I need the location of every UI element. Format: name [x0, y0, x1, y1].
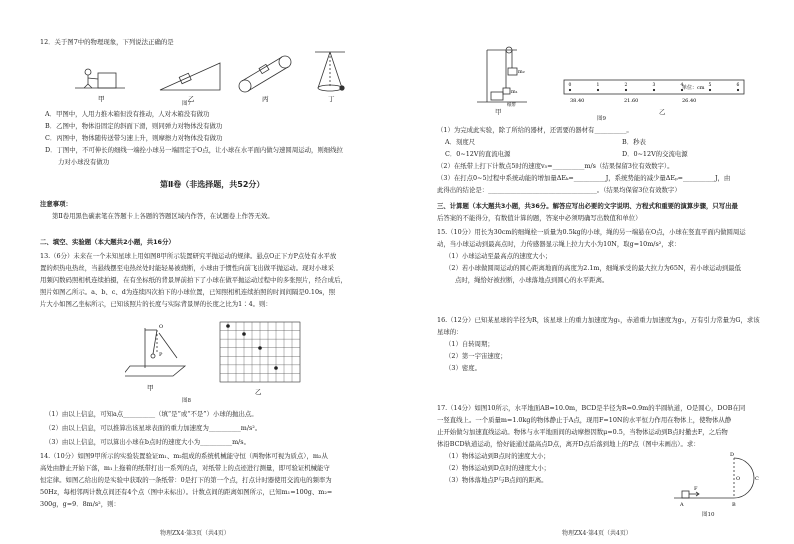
- tape-point-label: 0: [568, 83, 572, 88]
- fig10-label-a: A: [680, 502, 684, 508]
- figure-9-b: [562, 78, 747, 108]
- figure-10: [672, 450, 762, 510]
- fig9-label-a: 甲: [495, 108, 502, 116]
- q14-line-5: 300g，g=9．8m/s²，则：: [40, 500, 120, 508]
- fig7-caption: 图7: [182, 101, 191, 107]
- notes-text: 第Ⅱ卷用黑色碳素笔在答题卡上各题的答题区域内作答，在试题卷上作答无效。: [52, 212, 274, 220]
- q12-option-a: A．甲图中，人用力推木箱但没有推动，人对木箱没有做功: [45, 110, 210, 118]
- fig10-label-c: C: [755, 476, 759, 482]
- q15-line-3: （1）小球运动至最高点的速度大小；: [445, 252, 552, 260]
- q16-line-4: （2）第一宇宙速度；: [445, 352, 507, 360]
- left-footer: 物理ZX4·第3页（共4页）: [160, 529, 230, 537]
- tape-dot: [653, 89, 655, 91]
- fig9-unit: 单位：cm: [682, 85, 705, 91]
- section3-note: 后答案的不能得分，有数值计算的题，答案中必须明确写出数值和单位）: [437, 214, 642, 222]
- q15-line-4: （2）若小球做圆周运动的圆心距离地面的高度为2.1m，细绳承受的最大拉力为65N，若小球运动到最低: [445, 264, 742, 272]
- q15-line-1: 15.（10分）用长为30cm的细绳栓一质量为0.5kg的小球，绳的另一端悬在O点，小球在竖直平面内做圆周运: [437, 228, 746, 236]
- q12-option-d-cont: 力对小球没有做功: [58, 158, 110, 166]
- tape-dot: [709, 89, 711, 91]
- fig7-label-b: 乙: [188, 95, 195, 103]
- q12-option-b: B．乙图中，物体沿固定的斜面下滑，则同弹力对物体没有做功: [45, 122, 223, 130]
- q16-line-1: 16.（12分）已知某星球的半径为R，该星球上的重力加速度为g₁，赤道重力加速度为g₂，万有引力常量为G，求该: [437, 316, 760, 324]
- q17-line-5: （1）物体运动到B点时的速度大小；: [445, 452, 550, 460]
- tape-point-label: 1: [596, 83, 600, 88]
- fig10-label-d: D: [730, 452, 735, 458]
- fig7-label-a: 甲: [98, 95, 105, 103]
- q13-sub-3: （3）由以上信息，可以算出小球在b点时的速度大小为__________m/s。: [45, 438, 250, 446]
- right-page: [397, 0, 794, 544]
- q13-line-1: 13.（6分）未来在一个未知星球上用如图8甲所示装置研究平抛运动的规律。悬点O正下方P点处有水平放: [40, 252, 337, 260]
- fig10-label-f: F: [694, 486, 698, 492]
- q14-sub-3-cont: 此得出的结论是：__________________________________。（结果均保留3位有效数字）: [437, 186, 681, 194]
- fig10-caption: 图10: [702, 512, 715, 518]
- tape-point-label: 2: [624, 83, 628, 88]
- q14-sub-1: （1）为完成此实验，除了所给的器材，还需要的器材有__________。: [437, 126, 633, 134]
- q16-line-3: （1）自转周期；: [445, 340, 494, 348]
- ball-position: [274, 366, 278, 370]
- q17-line-1: 17.（14分）如图10所示，水平地面AB=10.0m，BCD是半径为R=0.9m的半圆轨道，O是圆心，DOB在同: [437, 404, 746, 412]
- fig9-caption: 图9: [597, 116, 606, 122]
- figure-9-a: [467, 40, 537, 110]
- q12-stem: 12．关于图7中的物理现象，下列说法正确的是: [40, 38, 174, 46]
- section2-title: 二、填空、实验题（本大题共2小题，共16分）: [40, 238, 175, 246]
- ball-position: [258, 346, 262, 350]
- tape-point-label: 3: [652, 83, 656, 88]
- fig8-label-a: 甲: [147, 384, 154, 392]
- fig10-label-o: O: [736, 476, 741, 482]
- figure-7: [70, 48, 370, 108]
- fig7-label-c: 丙: [262, 95, 269, 103]
- figure-8: [125, 318, 315, 398]
- q14-option-d: D．0~12V的交流电源: [622, 150, 688, 158]
- q14-line-1: 14.（10分）如图9甲所示的实验装置验证m₁、m₂组成的系统机械能守恒（两物体可视为质点），m₂从: [40, 452, 328, 460]
- fig9-mass-m2: m₂: [518, 69, 525, 75]
- tape-dot: [597, 89, 599, 91]
- q14-line-2: 高处由静止开始下落，m₁上拖着的纸带打出一系列的点，对纸带上的点迹进行测量，即可验证机械能守: [40, 464, 330, 472]
- fig9-label-b: 乙: [659, 108, 666, 116]
- q14-option-b: B．秒表: [622, 138, 646, 146]
- q17-line-2: 一竖直线上。一个质量m=1.0kg的物体静止于A点，现用F=10N的水平恒力作用在物体上，使物体从静: [437, 416, 732, 424]
- q14-sub-2: （2）在纸带上打下计数点5时的速度v₅=__________m/s（结果保留3位有效数字）。: [437, 162, 674, 170]
- section3-title: 三、计算题（本大题共3小题，共36分。解答应写出必要的文字说明、方程式和重要的演算步骤，只写出最: [437, 202, 738, 210]
- q13-sub-2: （2）由以上信息，可以推算出该星球表面的重力加速度为__________m/s²。: [45, 424, 262, 432]
- tape-point-label: 5: [708, 83, 712, 88]
- fig9-dist-2: 21.60: [624, 98, 639, 104]
- fig9-mass-m1: m₁: [511, 89, 518, 95]
- ball-position: [242, 332, 246, 336]
- q14-line-4: 50Hz，每相邻两计数点间还有4个点（图中未标出）。计数点间的距离如图所示，已知m₁=100g、m₂=: [40, 488, 333, 496]
- fig9-timer-label: 纸带: [507, 103, 516, 108]
- fig9-dist-1: 38.40: [570, 98, 585, 104]
- q12-option-d: D．丁图中，不可伸长的细线一端拴小球另一端固定于O点，让小球在水平面内做匀速圆周运动，则细线拉: [45, 146, 343, 154]
- q14-sub-3: （3）在打点0~5过程中系统动能的增加量ΔEₖ=__________J，系统势能的减少量ΔEₚ=__________J，由: [437, 174, 731, 182]
- q17-line-3: 止开始做匀加速直线运动。物体与水平地面间的动摩擦因数μ=0.5，当物体运动到B点时撤去F，之后物: [437, 428, 728, 436]
- q13-line-2: 置的炽热电热丝，当悬线摆至电热丝处时能轻易被烧断，小球由于惯性向前飞出做平抛运动。现对小球采: [40, 264, 334, 272]
- fig7-label-d: 丁: [328, 95, 335, 103]
- q16-line-5: （3）密度。: [445, 364, 482, 372]
- tape-dot: [625, 89, 627, 91]
- q13-line-5: 片大小如图乙坐标所示，已知该照片的长度与实际背景屏的长度之比为1∶4。则：: [40, 300, 272, 308]
- q14-line-3: 恒定律。如图乙给出的是实验中获取的一条纸带：0是打下的第一个点，打点计时器使用交流电的频率为: [40, 476, 332, 484]
- svg-text:O: O: [159, 324, 164, 330]
- q12-option-c: C．丙图中，物体随传送带匀速上升，则摩擦力对物体没有做功: [45, 134, 223, 142]
- tape-dot: [569, 89, 571, 91]
- q16-line-2: 星球的：: [437, 328, 463, 336]
- fig8-caption: 图8: [182, 398, 191, 404]
- svg-text:P: P: [159, 352, 163, 358]
- tape-dot: [737, 89, 739, 91]
- q14-option-c: C．0~12V的直流电源: [445, 150, 511, 158]
- q17-line-7: （3）物体落地点P与B点间的距离。: [445, 476, 548, 484]
- notes-title: 注意事项：: [40, 200, 72, 208]
- q17-line-4: 体沿BCD轨道运动，恰好能通过最高点D点，离开D点后落到地上的P点（图中未画出）。求：: [437, 440, 700, 448]
- q15-line-5: 点时，绳恰好被拉断，小球落地点到圆心的水平距离。: [455, 276, 609, 284]
- tape-point-label: 6: [736, 83, 740, 88]
- tape-point-label: 4: [680, 83, 684, 88]
- q17-line-6: （2）物体运动到D点时的速度大小；: [445, 464, 551, 472]
- q13-line-4: 照片如图乙所示。a、b、c、d为连续四次拍下的小球位置，已知照相机连续拍照的时间间隔是0.10s，照: [40, 288, 336, 296]
- ball-position: [226, 324, 230, 328]
- fig8-label-b: 乙: [255, 388, 262, 396]
- right-footer: 物理ZX4·第4页（共4页）: [562, 529, 632, 537]
- fig9-dist-3: 26.40: [682, 98, 697, 104]
- q13-line-3: 用频闪数码照相机连续拍摄，在有坐标纸的背景屏前拍下了小球在做平抛运动过程中的多张照片，经合成后，: [40, 276, 347, 284]
- q15-line-2: 动，当小球运动到最高点时，力传感器显示绳上拉力大小为10N，取g=10m/s²，求：: [437, 240, 681, 248]
- q13-sub-1: （1）由以上信息，可知a点__________（填“是”或“不是”）小球的抛出点。: [45, 410, 258, 418]
- part2-title: 第Ⅱ卷（非选择题，共52分）: [160, 180, 265, 189]
- fig10-label-b: B: [732, 502, 736, 508]
- q14-option-a: A．刻度尺: [445, 138, 476, 146]
